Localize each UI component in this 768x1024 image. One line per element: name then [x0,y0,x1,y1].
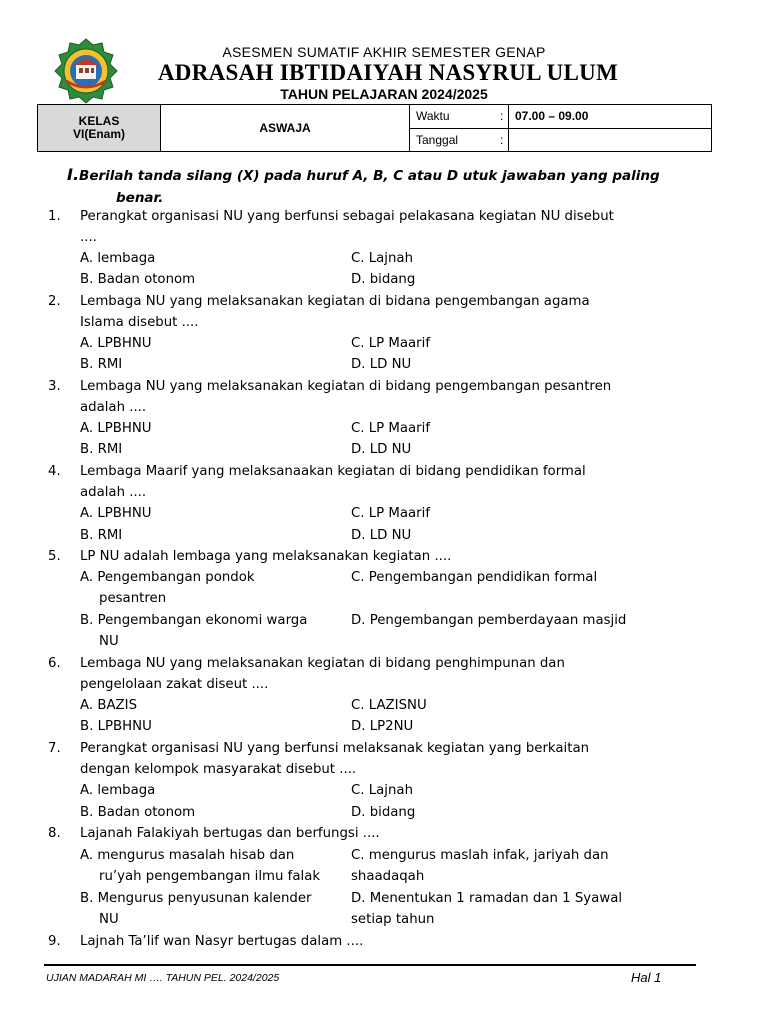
option-c: C. Lajnah [351,251,413,266]
option-a: A. lembaga [80,251,156,266]
question-number: 2. [48,294,61,309]
option-c [351,845,609,887]
option-b-line2: NU [99,634,119,649]
question-text: Lembaga NU yang melaksanakan kegiatan di bidana pengembangan agama [80,294,590,309]
question-text: Lembaga Maarif yang melaksanaakan kegiatan di bidang pendidikan formal [80,464,586,479]
exam-info-table [37,104,712,152]
option-d: D. LD NU [351,528,412,543]
instruction-line1: Berilah tanda silang (X) pada huruf A, B, C atau D utuk jawaban yang paling [79,168,660,184]
option-b-line1: B. Mengurus penyusunan kalender [80,891,312,906]
option-b-line2: NU [99,912,119,927]
question-5 [48,546,452,567]
option-d: D. LD NU [351,357,412,372]
question-number: 7. [48,741,61,756]
date-colon: : [498,128,509,152]
question-7 [48,738,590,759]
option-c-line2: shaadaqah [351,869,425,884]
question-1 [48,206,614,227]
page-number: Hal 1 [631,970,662,985]
date-label: Tanggal [410,128,499,152]
option-a: A. lembaga [80,783,156,798]
option-d: D. bidang [351,805,416,820]
question-8 [48,823,380,844]
question-text-cont: adalah .... [80,485,147,500]
option-c: C. Pengembangan pendidikan formal [351,570,598,585]
question-text: Lembaga NU yang melaksanakan kegiatan di bidang pengembangan pesantren [80,379,612,394]
option-b: B. LPBHNU [80,719,152,734]
option-c: C. LP Maarif [351,421,431,436]
instruction-number: I. [67,165,80,184]
question-number: 3. [48,379,61,394]
option-b: B. RMI [80,528,123,543]
option-a-line2: pesantren [99,591,167,606]
option-a [80,845,320,887]
option-d: D. bidang [351,272,416,287]
question-text-cont: adalah .... [80,400,147,415]
time-label: Waktu [410,105,499,129]
option-a-line2: ru’yah pengembangan ilmu falak [99,869,321,884]
date-value [509,128,712,152]
question-text: Lajnah Ta’lif wan Nasyr bertugas dalam .... [80,934,364,949]
question-6 [48,653,565,674]
footer-text: UJIAN MADARAH MI …. TAHUN PEL. 2024/2025 [46,972,280,984]
question-3 [48,376,612,397]
question-9 [48,931,364,952]
option-d-line1: D. Menentukan 1 ramadan dan 1 Syawal [351,891,623,906]
question-text: Lembaga NU yang melaksanakan kegiatan di bidang penghimpunan dan [80,656,565,671]
instruction-line2: benar. [116,190,164,206]
question-text: Perangkat organisasi NU yang berfunsi melaksanak kegiatan yang berkaitan [80,741,590,756]
option-d [351,888,622,930]
option-c: C. LAZISNU [351,698,427,713]
class-cell [38,105,161,152]
option-b [80,888,312,930]
question-text: LP NU adalah lembaga yang melaksanakan kegiatan .... [80,549,452,564]
option-c: C. LP Maarif [351,336,431,351]
option-d: D. LP2NU [351,719,414,734]
footer-divider [44,964,696,966]
question-number: 4. [48,464,61,479]
question-text: Lajanah Falakiyah bertugas dan berfungsi .... [80,826,380,841]
option-b: B. Badan otonom [80,805,196,820]
question-number: 1. [48,209,61,224]
option-a: A. LPBHNU [80,336,152,351]
class-label: KELAS [78,114,120,128]
time-value: 07.00 – 09.00 [509,105,712,129]
question-text-cont: pengelolaan zakat diseut .... [80,677,269,692]
subject-cell: ASWAJA [161,105,410,152]
question-number: 5. [48,549,61,564]
option-a-line1: A. Pengembangan pondok [80,570,255,585]
question-2 [48,291,590,312]
option-c-line1: C. mengurus maslah infak, jariyah dan [351,848,609,863]
option-a [80,567,255,609]
option-d: D. LD NU [351,442,412,457]
time-colon: : [498,105,509,129]
question-text-cont: .... [80,230,97,245]
option-a: A. BAZIS [80,698,138,713]
option-b: B. RMI [80,357,123,372]
question-text-cont: Islama disebut .... [80,315,199,330]
academic-year: TAHUN PELAJARAN 2024/2025 [280,86,488,102]
question-number: 8. [48,826,61,841]
option-d-line2: setiap tahun [351,912,435,927]
exam-subtitle: ASESMEN SUMATIF AKHIR SEMESTER GENAP [222,44,546,60]
option-a-line1: A. mengurus masalah hisab dan [80,848,295,863]
option-a: A. LPBHNU [80,506,152,521]
option-c: C. Lajnah [351,783,413,798]
option-d: D. Pengembangan pemberdayaan masjid [351,613,627,628]
option-b: B. RMI [80,442,123,457]
option-a: A. LPBHNU [80,421,152,436]
class-value: VI(Enam) [72,127,125,141]
question-4 [48,461,586,482]
question-text: Perangkat organisasi NU yang berfunsi sebagai pelakasana kegiatan NU disebut [80,209,614,224]
option-b [80,610,307,652]
option-b: B. Badan otonom [80,272,196,287]
option-b-line1: B. Pengembangan ekonomi warga [80,613,308,628]
instruction [67,164,727,209]
question-number: 6. [48,656,61,671]
option-c: C. LP Maarif [351,506,431,521]
school-name: ADRASAH IBTIDAIYAH NASYRUL ULUM [157,60,619,85]
question-text-cont: dengan kelompok masyarakat disebut .... [80,762,357,777]
question-number: 9. [48,934,61,949]
